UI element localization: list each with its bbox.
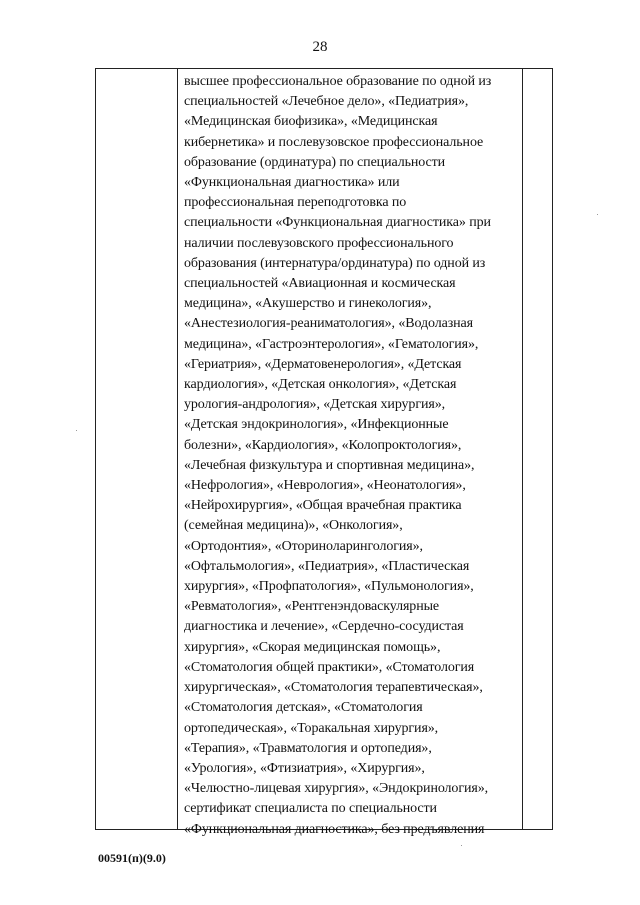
text-line: «Челюстно-лицевая хирургия», «Эндокринология», xyxy=(184,781,489,797)
text-line: образования (интернатура/ординатура) по одной из xyxy=(184,255,486,271)
text-line: болезни», «Кардиология», «Колопроктология», xyxy=(184,437,462,453)
text-line: «Стоматология общей практики», «Стоматология xyxy=(184,659,475,675)
text-line: «Ортодонтия», «Оториноларингология», xyxy=(184,538,423,554)
text-line: хирургия», «Профпатология», «Пульмонология», xyxy=(184,579,474,595)
text-line: хирургия», «Скорая медицинская помощь», xyxy=(184,639,441,655)
text-line: профессиональная переподготовка по xyxy=(184,195,407,211)
document-table xyxy=(95,68,553,837)
text-line: урология-андрология», «Детская хирургия», xyxy=(184,397,446,413)
text-line: высшее профессиональное образование по одной из xyxy=(184,74,492,89)
text-line: «Анестезиология-реаниматология», «Водолазная xyxy=(184,316,473,332)
text-line: «Гериатрия», «Дерматовенерология», «Детская xyxy=(184,356,462,372)
scan-speck xyxy=(76,430,77,431)
table-cell-qualification-text xyxy=(184,72,522,840)
text-line: «Стоматология детская», «Стоматология xyxy=(184,700,423,716)
text-line: «Функциональная диагностика», без предъявления xyxy=(184,821,485,837)
table-column-right xyxy=(522,69,552,829)
text-line: «Офтальмология», «Педиатрия», «Пластическая xyxy=(184,558,470,574)
document-footer-code: 00591(п)(9.0) xyxy=(98,851,166,865)
text-line: «Детская эндокринология», «Инфекционные xyxy=(184,417,449,433)
text-line: (семейная медицина)», «Онкология», xyxy=(184,518,403,534)
text-line: диагностика и лечение», «Сердечно-сосудистая xyxy=(184,619,464,635)
text-line: специальностей «Авиационная и космическая xyxy=(184,276,456,292)
text-line: «Нейрохирургия», «Общая врачебная практика xyxy=(184,498,462,514)
text-line: медицина», «Гастроэнтерология», «Гематология», xyxy=(184,336,479,352)
text-line: «Медицинская биофизика», «Медицинская xyxy=(184,114,438,130)
page-number: 28 xyxy=(312,39,328,55)
text-line: «Терапия», «Травматология и ортопедия», xyxy=(184,740,432,756)
text-line: наличии послевузовского профессионального xyxy=(184,235,454,251)
text-line: хирургическая», «Стоматология терапевтическая», xyxy=(184,680,483,696)
text-line: кибернетика» и послевузовское профессиональное xyxy=(184,134,484,150)
text-line: «Функциональная диагностика» или xyxy=(184,175,400,191)
text-line: специальности «Функциональная диагностика» при xyxy=(184,215,491,231)
text-line: «Ревматология», «Рентгенэндоваскулярные xyxy=(184,599,440,615)
text-line: сертификат специалиста по специальности xyxy=(184,801,437,817)
scan-speck xyxy=(597,214,598,215)
table-column-left xyxy=(96,69,178,829)
text-line: ортопедическая», «Торакальная хирургия», xyxy=(184,720,439,736)
text-line: медицина», «Акушерство и гинекология», xyxy=(184,296,432,312)
text-line: кардиология», «Детская онкология», «Детская xyxy=(184,377,457,393)
text-line: «Урология», «Фтизиатрия», «Хирургия», xyxy=(184,760,425,776)
text-line: «Нефрология», «Неврология», «Неонатология», xyxy=(184,478,466,494)
scan-speck xyxy=(461,845,462,846)
text-line: специальностей «Лечебное дело», «Педиатрия», xyxy=(184,94,469,110)
text-line: образование (ординатура) по специальности xyxy=(184,154,446,170)
text-line: «Лечебная физкультура и спортивная медицина», xyxy=(184,457,475,473)
